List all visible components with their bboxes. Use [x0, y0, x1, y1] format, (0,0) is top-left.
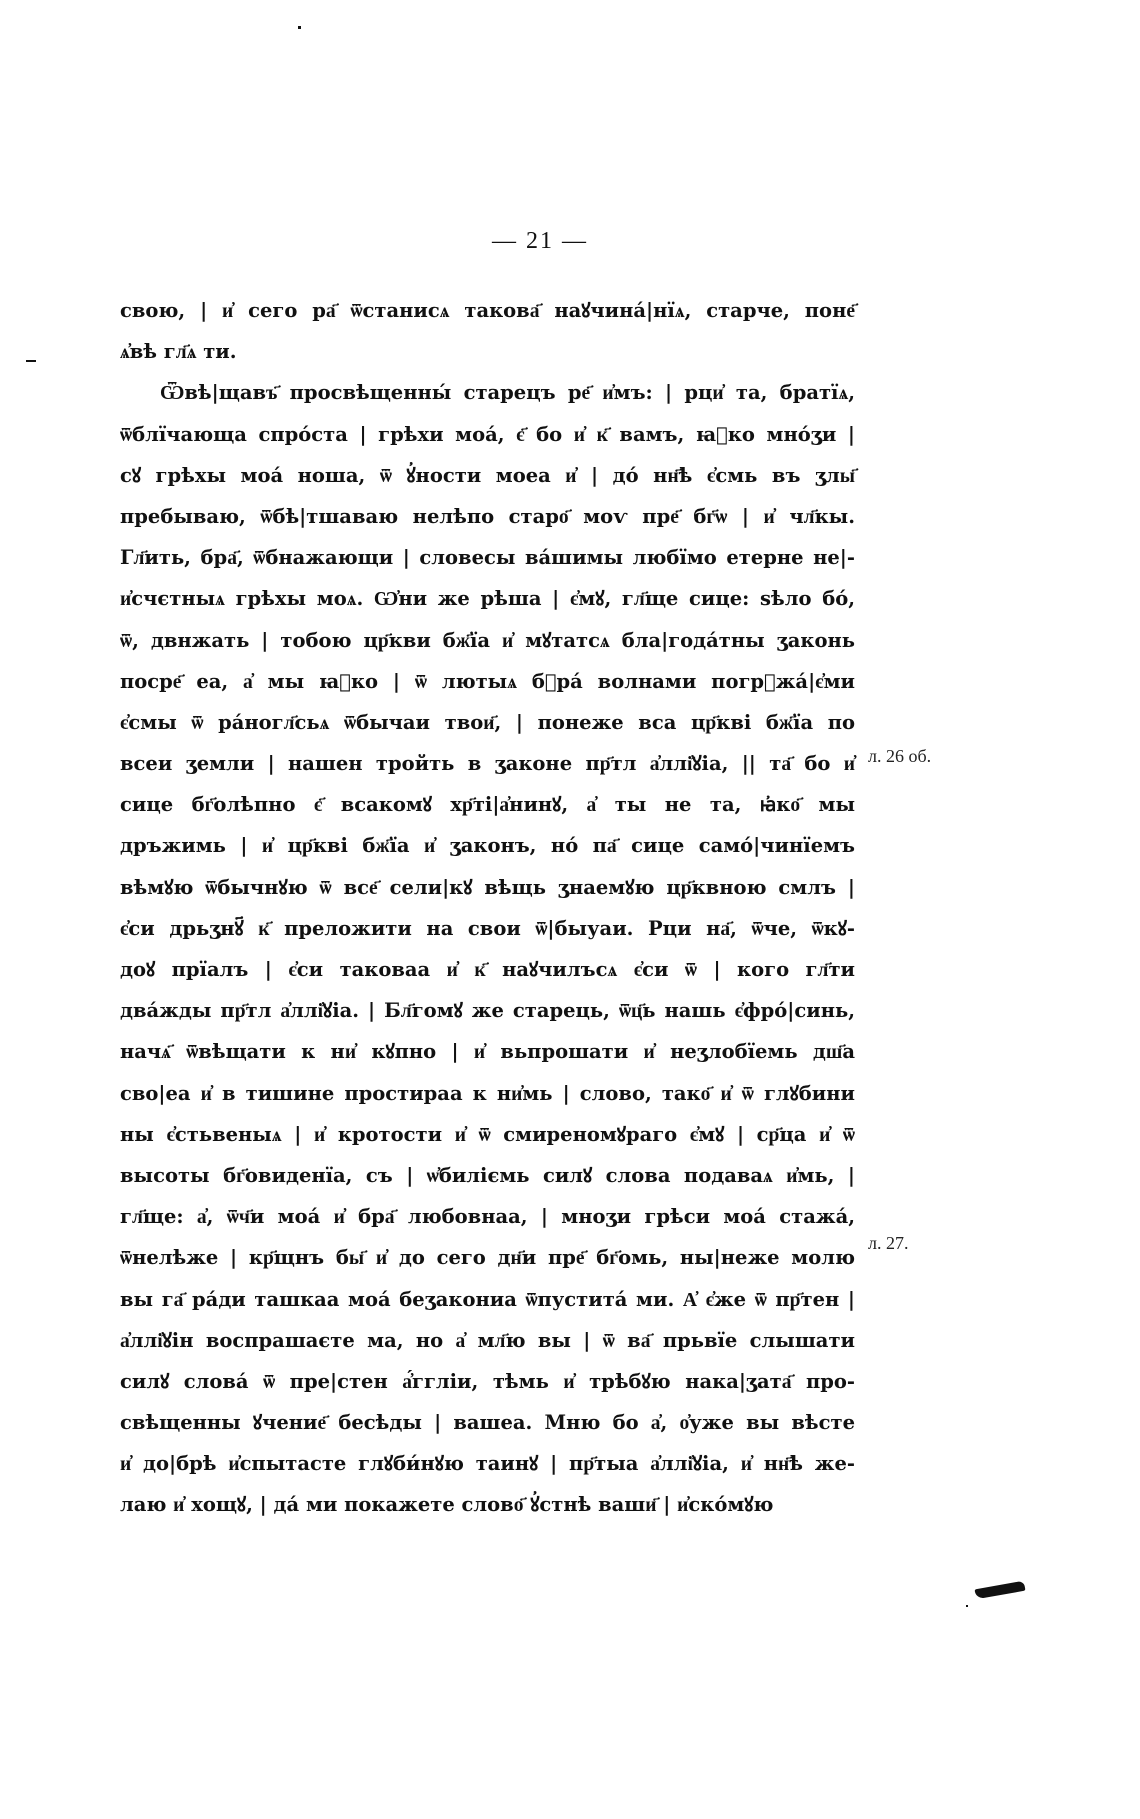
text-line: два́жды пр҃тл а҆ллі҆ꙋіа. | Бл҃гомꙋ же старець, ѿц҃ь нашь є҆фро́|синь, [120, 999, 855, 1023]
page-number: — 21 — [492, 228, 588, 254]
text-line: ѿнелѣже | кр҃щнъ бы҃ и҆ до сего дн҃и пре҃ бг҃омь, ны|неже молю [120, 1246, 855, 1270]
ink-stroke-mark [975, 1581, 1026, 1600]
text-line: доꙋ прїалъ | є҆си таковаа и҆ к҃ наꙋчилъсѧ є҆си ѿ | кого гл҃ти [120, 958, 855, 981]
text-line: свѣщенны ꙋчение҃ бесѣды | вашеа. Мню бо а҆, о҆уже вы вѣсте [120, 1411, 855, 1435]
text-line: вѣмꙋю ѿбычнꙋю ѿ все҃ сели|кꙋ вѣщь ʒнаемꙋю цр҃квною смлъ | [120, 875, 855, 899]
document-body [120, 290, 855, 1526]
text-line: всеи ʒемли | нашен тройть в ʒаконе пр҃тл а҆ллі҆ꙋіа, || та҃ бо и҆ [120, 752, 855, 776]
ink-speck [26, 360, 36, 362]
margin-folio-note: л. 26 об. [868, 746, 932, 766]
text-line: сице бг҃олѣпно є҃ всакомꙋ хр҃ті|а҆нинꙋ, а҆ ты не та, ꙗ҆ко҃ мы [120, 793, 855, 817]
text-line: ны є҆стьвеныѧ | и҆ кротости и҆ ѿ смиреномꙋраго є҆мꙋ | ср҃ца и҆ ѿ [120, 1122, 855, 1146]
margin-folio-note: л. 27. [868, 1233, 909, 1253]
text-line: лаю и҆ хощꙋ, | да́ ми покажете слово҃ ꙋ҆стнѣ ваши҃ | и҆ско́мꙋю [120, 1493, 774, 1517]
text-line: ѿблїчающа спро́ста | грѣхи моа́, є҃ бо и҆ к҃ вамъ, ꙗ҆ко мно́ʒи | [120, 422, 855, 446]
text-line: и҆счєтныѧ грѣхы моѧ. Ѡ҆ни же рѣша | є҆мꙋ, гл҃ще сице: ѕѣло бо́, [120, 587, 855, 611]
text-line: Гл҃ить, бра҃, ѿбнажающи | словесы ва́шимы любїмо етерне не|- [120, 546, 855, 570]
text-line: высоты бг҃овиденїа, съ | ѡ҆биліємь силꙋ слова подаваѧ и҆мь, | [120, 1163, 855, 1187]
ink-speck [966, 1605, 968, 1607]
text-line: дръжимь | и҆ цр҃кві бж҃їа и҆ ʒаконъ, но́ па҃ сице само́|чинїемъ [120, 834, 855, 858]
text-line: а҆ллі҆ꙋін воспрашаєте ма, но а҆ мл҃ю вы | ѿ ва҃ прьвїе слышати [120, 1328, 855, 1352]
ink-speck [298, 26, 301, 29]
text-line: посре҃ еа, а҆ мы ꙗ҆ко | ѿ лютыѧ бꙋра́ волнами погрꙋжа́|є҆ми [120, 669, 855, 693]
text-line: сво|еа и҆ в тишине простираа к ни҆мь | слово, тако҃ и҆ ѿ глꙋбини [120, 1081, 855, 1105]
text-line: силꙋ слова́ ѿ пре|стен а҆́ггліи, тѣмь и҆ трѣбꙋю нака|ʒата҃ про- [120, 1369, 855, 1393]
text-line: Ѿвѣ|щавъ҃ просвѣщенны́ старецъ ре҃ и҆мъ: | рци҆ та, братїѧ, [160, 381, 855, 405]
text-line: є҆си дрьʒнꙋ҃ к҃ преложити на свои ѿ|быуаи. Рци на҃, ѿче, ѿкꙋ- [120, 916, 855, 940]
text-line: свою, | и҆ сего ра҃ ѿстанисѧ такова҃ наꙋчина́|нїѧ, старче, поне҃ [120, 299, 855, 322]
text-line: ѧ҆вѣ гл҃ѧ ти. [120, 340, 237, 364]
text-line: сꙋ грѣхы моа́ ноша, ѿ ꙋ҆ности моеа и҆ | до́ нн҃ѣ є҆смь въ ʒлы҃ [120, 463, 855, 487]
text-line: ѿ, двнжать | тобою цр҃кви бж҃їа и҆ мꙋтатсѧ бла|года́тны ʒаконь [120, 628, 855, 652]
text-line: є҆смы ѿ ра́ногл҃сьѧ ѿбычаи твои҃, | понеже вса цр҃кві бж҃їа по [120, 710, 855, 734]
text-line: и҆ до|брѣ и҆спытасте глꙋби́нꙋю таинꙋ | пр҃тыа а҆ллі҆ꙋіа, и҆ нн҃ѣ же- [120, 1452, 855, 1476]
text-line: начѧ҃ ѿвѣщати к ни҆ кꙋпно | и҆ вьпрошати и҆ неʒлобїемь дш҃а [120, 1040, 855, 1064]
text-line: вы га҃ ра́ди ташкаа моа́ беʒакониа ѿпустита́ ми. А҆ є҆же ѿ пр҃тен | [120, 1287, 855, 1311]
text-line: пребываю, ѿбѣ|тшаваю нелѣпо старо҃ моѵ пре҃ бг҃ѡ | и҆ чл҃кы. [120, 504, 855, 528]
text-line: гл҃ще: а҆, ѿч҃и моа́ и҆ бра҃ любовнаа, | мноʒи грѣси моа́ стажа́, [120, 1205, 855, 1229]
